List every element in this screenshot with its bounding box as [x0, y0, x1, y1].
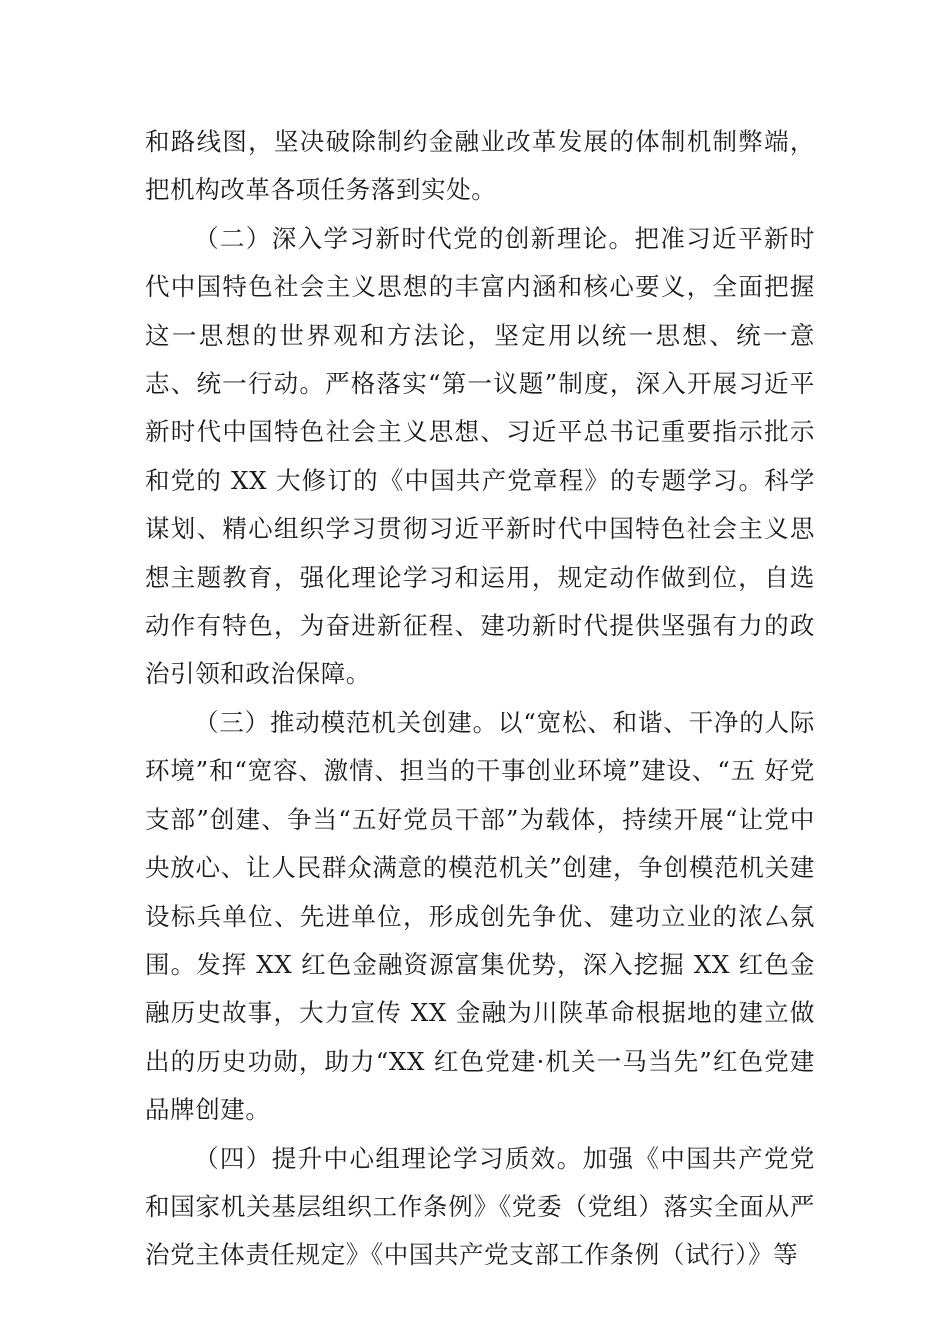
- paragraph-continuation: 和路线图，坚决破除制约金融业改革发展的体制机制弊端， 把机构改革各项任务落到实处。: [145, 127, 815, 205]
- document-body: [145, 118, 815, 1280]
- paragraph-section-2: （二）深入学习新时代党的创新理论。把准习近平新时代中国特色社会主义思想的丰富内涵和核心要义，全面把握这一思想的世界观和方法论，坚定用以统一思想、统一意志、统一行动。严格落实“第一议题”制度，深入开展习近平新时代中国特色社会主义思想、习近平总书记重要指示批示和党的 XX 大修订的《中国共产党章程》的专题学习。科学谋划、精心组织学习贯彻习近平新时代中国特色社会主义思想主题教育，强化理论学习和运用，规定动作做到位，自选动作有特色，为奋进新征程、建功新时代提供坚强有力的政治引领和政治保障。: [145, 223, 815, 689]
- paragraph-section-4: （四）提升中心组理论学习质效。加强《中国共产党党和国家机关基层组织工作条例》《党委（党组）落实全面从严治党主体责任规定》《中国共产党支部工作条例（试行）》等: [145, 1143, 815, 1270]
- paragraph-section-3: （三）推动模范机关创建。以“宽松、和谐、干净的人际环境”和“宽容、激情、担当的干事创业环境”建设、“五 好党支部”创建、争当“五好党员干部”为载体，持续开展“让党中央放心、让人民群众满意的模范机关”创建，争创模范机关建设标兵单位、先进单位，形成创先争优、建功立业的浓厶氛围。发挥 XX 红色金融资源富集优势，深入挖掘 XX 红色金融历史故事，大力宣传 XX 金融为川陕革命根据地的建立做出的历史功勋，助力“XX 红色党建·机关一马当先”红色党建品牌创建。: [145, 707, 815, 1125]
